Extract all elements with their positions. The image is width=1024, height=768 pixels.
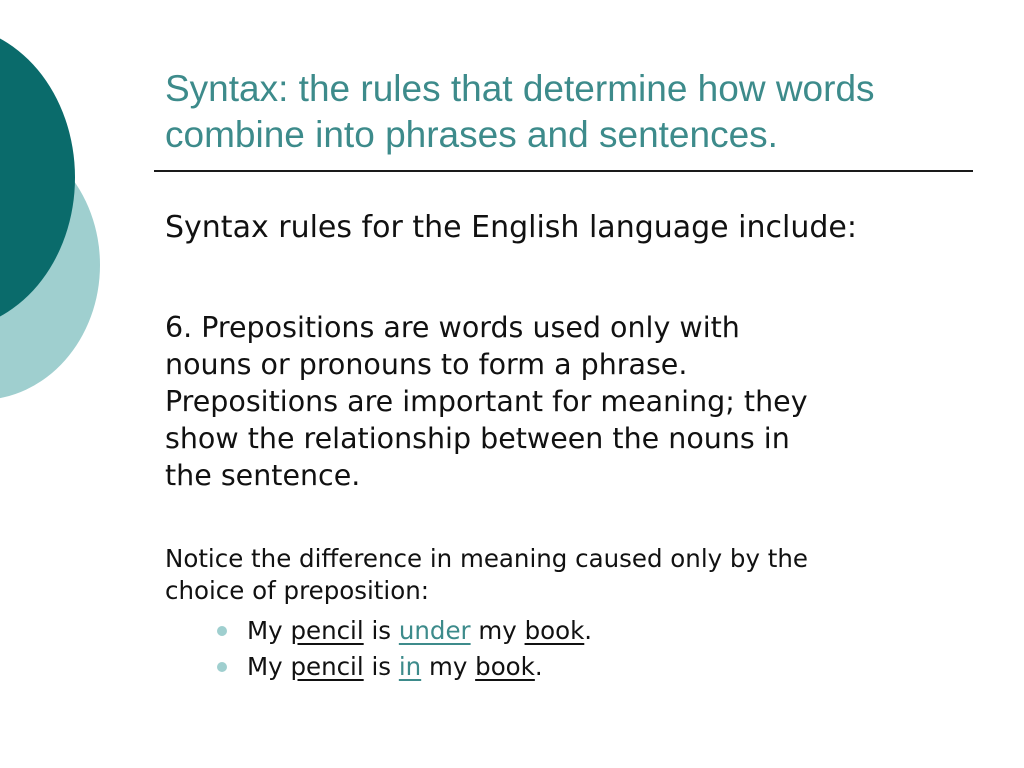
- example-pre: My: [247, 616, 291, 645]
- rule-6-line-3: Prepositions are important for meaning; they: [165, 385, 808, 418]
- example-end: .: [584, 616, 593, 645]
- rule-6-line-5: the sentence.: [165, 459, 361, 492]
- rule-6-line-2: nouns or pronouns to form a phrase.: [165, 348, 688, 381]
- rule-6-line-4: show the relationship between the nouns in: [165, 422, 790, 455]
- example-item: [215, 649, 592, 685]
- example-item: [215, 613, 592, 649]
- example-noun-1: pencil: [290, 616, 364, 645]
- intro-text: Syntax rules for the English language include:: [165, 210, 857, 245]
- rule-6-line-1: 6. Prepositions are words used only with: [165, 311, 740, 344]
- bullet-dot-icon: [217, 662, 227, 672]
- title-divider: [154, 170, 973, 172]
- example-preposition: under: [398, 616, 471, 645]
- example-mid: is: [363, 616, 399, 645]
- title-line-1: Syntax: the rules that determine how words: [165, 68, 875, 109]
- example-post: my: [421, 652, 476, 681]
- example-list: [215, 613, 592, 685]
- notice-line-2: choice of preposition:: [165, 576, 429, 605]
- bullet-dot-icon: [217, 626, 227, 636]
- example-noun-1: pencil: [290, 652, 364, 681]
- example-noun-2: book: [524, 616, 585, 645]
- notice-paragraph: [165, 543, 995, 607]
- slide-title: [165, 66, 985, 158]
- example-mid: is: [363, 652, 399, 681]
- example-preposition: in: [398, 652, 422, 681]
- example-noun-2: book: [475, 652, 535, 681]
- rule-6-paragraph: [165, 309, 995, 494]
- example-end: .: [534, 652, 543, 681]
- example-pre: My: [247, 652, 291, 681]
- notice-line-1: Notice the difference in meaning caused only by the: [165, 544, 808, 573]
- example-post: my: [470, 616, 525, 645]
- title-line-2: combine into phrases and sentences.: [165, 114, 778, 155]
